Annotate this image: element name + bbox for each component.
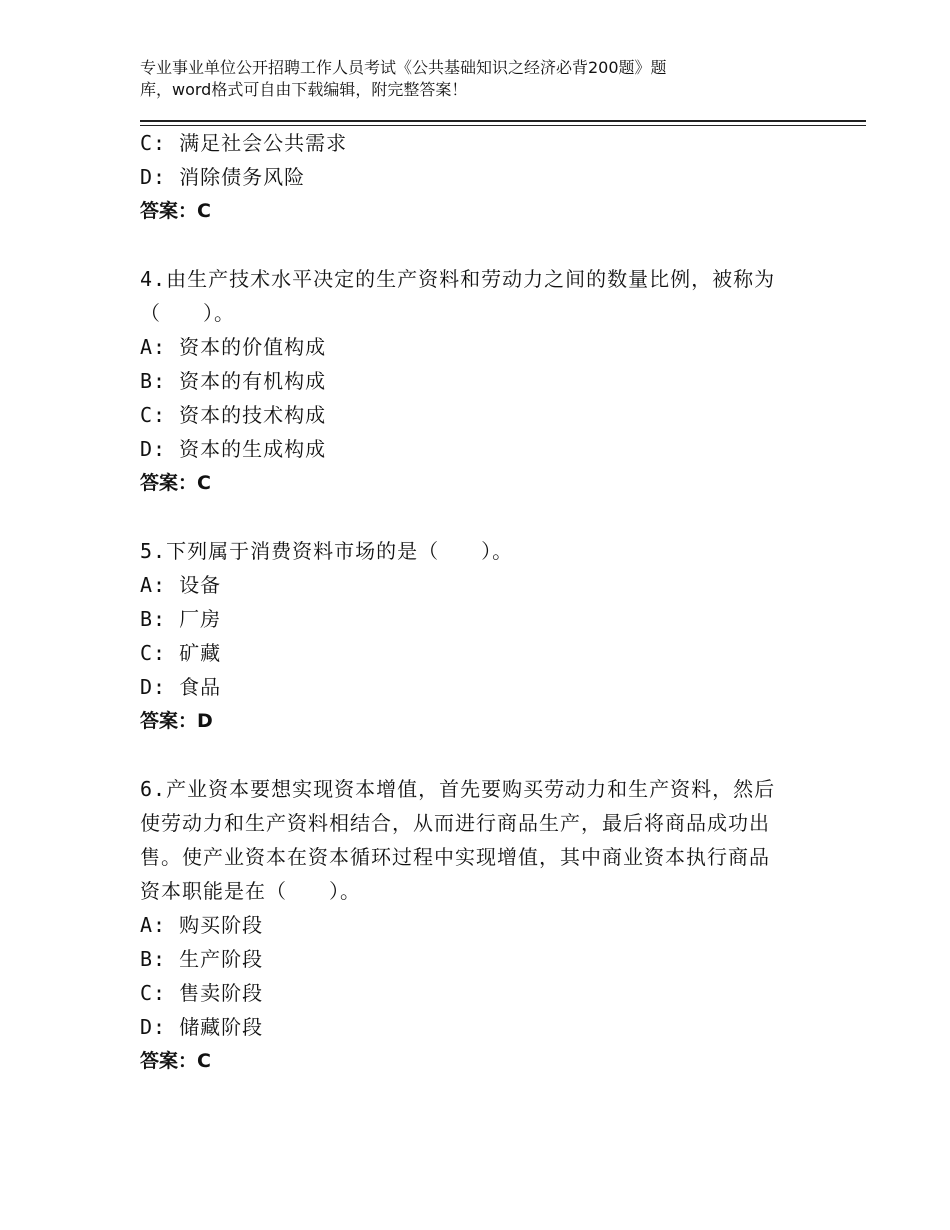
question-6 — [140, 772, 800, 1078]
answer-label: 答案：C — [140, 200, 211, 222]
answer-label: 答案：D — [140, 710, 213, 732]
option-a: A: 购买阶段 — [140, 913, 264, 937]
question-text-line: 使劳动力和生产资料相结合，从而进行商品生产，最后将商品成功出 — [140, 811, 770, 835]
question-text-line: 5.下列属于消费资料市场的是（ ）。 — [140, 539, 514, 563]
option-c: C: 满足社会公共需求 — [140, 131, 348, 155]
header-line-1: 专业事业单位公开招聘工作人员考试《公共基础知识之经济必背200题》题 — [140, 58, 667, 77]
option-d: D: 食品 — [140, 675, 222, 699]
question-gap — [140, 738, 800, 772]
question-text-line: 资本职能是在（ ）。 — [140, 879, 361, 903]
document-header — [140, 57, 780, 101]
header-line-2: 库，word格式可自由下载编辑，附完整答案！ — [140, 80, 468, 99]
option-c: C: 资本的技术构成 — [140, 403, 327, 427]
question-gap — [140, 228, 800, 262]
question-5 — [140, 534, 800, 738]
option-a: A: 资本的价值构成 — [140, 335, 327, 359]
option-d: D: 消除债务风险 — [140, 165, 306, 189]
question-3-tail — [140, 126, 800, 228]
document-body — [140, 126, 800, 1078]
question-text-line: （ ）。 — [140, 301, 235, 325]
answer-label: 答案：C — [140, 472, 211, 494]
question-text-line: 4.由生产技术水平决定的生产资料和劳动力之间的数量比例，被称为 — [140, 267, 776, 291]
option-b: B: 生产阶段 — [140, 947, 264, 971]
option-c: C: 矿藏 — [140, 641, 222, 665]
question-gap — [140, 500, 800, 534]
option-b: B: 厂房 — [140, 607, 222, 631]
question-text-line: 售。使产业资本在资本循环过程中实现增值，其中商业资本执行商品 — [140, 845, 770, 869]
header-rule-thick — [140, 120, 866, 122]
answer-label: 答案：C — [140, 1050, 211, 1072]
option-a: A: 设备 — [140, 573, 222, 597]
option-b: B: 资本的有机构成 — [140, 369, 327, 393]
question-4 — [140, 262, 800, 500]
option-d: D: 储藏阶段 — [140, 1015, 264, 1039]
question-text-line: 6.产业资本要想实现资本增值，首先要购买劳动力和生产资料，然后 — [140, 777, 776, 801]
option-d: D: 资本的生成构成 — [140, 437, 327, 461]
option-c: C: 售卖阶段 — [140, 981, 264, 1005]
